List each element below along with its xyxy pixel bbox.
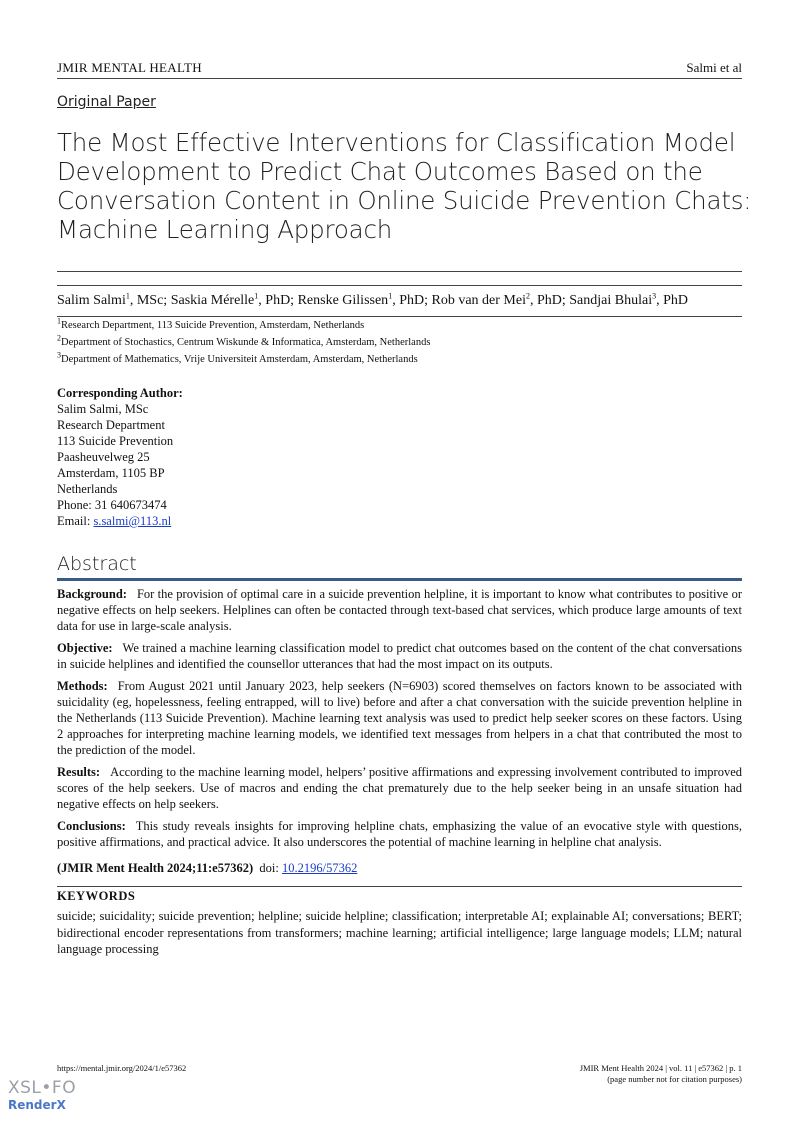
abstract-section-label: Results: — [57, 765, 101, 779]
article-title: The Most Effective Interventions for Classification Model Development to Predict Chat Outcomes Based on the Conversation Content in Online Suicide Prevention Chats: Machine Learning Approach — [57, 128, 752, 244]
abstract-section-label: Methods: — [57, 679, 108, 693]
abstract-heading: Abstract — [57, 553, 137, 575]
abstract-section-label: Background: — [57, 587, 127, 601]
abstract-section — [57, 640, 742, 672]
affiliation — [57, 350, 418, 365]
affiliation-text: Department of Mathematics, Vrije Universiteit Amsterdam, Amsterdam, Netherlands — [61, 354, 418, 365]
keywords-rule — [57, 886, 742, 887]
doi-label: doi: — [259, 861, 279, 875]
abstract-section — [57, 586, 742, 634]
author-affiliation-mark: 2 — [525, 291, 530, 301]
author-name: Saskia Mérelle — [170, 293, 255, 308]
footer-info-block — [580, 1063, 742, 1085]
abstract-section — [57, 818, 742, 850]
renderx-logo — [8, 1078, 77, 1122]
title-rule-top — [57, 271, 742, 272]
article-type: Original Paper — [57, 94, 156, 110]
authors-rule — [57, 316, 742, 317]
corresponding-line: Netherlands — [57, 482, 118, 496]
author-degree: , PhD; — [392, 293, 432, 308]
affiliation-number: 2 — [57, 333, 61, 343]
affiliation-text: Research Department, 113 Suicide Prevention, Amsterdam, Netherlands — [61, 320, 365, 331]
title-rule-bottom — [57, 285, 742, 286]
author-degree: , PhD; — [529, 293, 570, 308]
footer-info: JMIR Ment Health 2024 | vol. 11 | e57362 | p. 1 — [579, 1063, 742, 1073]
running-head: Salmi et al — [686, 60, 742, 75]
citation-reference: (JMIR Ment Health 2024;11:e57362) — [57, 861, 254, 875]
author-degree: , PhD — [656, 293, 688, 308]
email-line — [57, 513, 183, 529]
corresponding-author-heading: Corresponding Author: — [57, 386, 183, 400]
author-name: Salim Salmi — [57, 293, 126, 308]
affiliation-text: Department of Stochastics, Centrum Wiskunde & Informatica, Amsterdam, Netherlands — [61, 337, 431, 348]
header-rule — [57, 78, 742, 79]
logo-line-2: RenderX — [8, 1098, 66, 1112]
abstract-section-text: According to the machine learning model, helpers’ positive affirmations and expressing involvement contributed to improved scores of the help seekers. Use of macros and ending the chat prematurely due to the help seeker being in an unsafe situation had negative effects on help seekers. — [57, 765, 742, 811]
email-link[interactable]: s.salmi@113.nl — [93, 514, 172, 528]
abstract-body — [57, 586, 742, 856]
author-affiliation-mark: 3 — [652, 291, 657, 301]
corresponding-line: Research Department — [57, 418, 165, 432]
author-list — [57, 293, 688, 309]
abstract-section-text: We trained a machine learning classification model to predict chat outcomes based on the content of the chat conversations in suicide helplines and identified the counsellor utterances that had the most impact on its outputs. — [57, 641, 742, 671]
keywords-text: suicide; suicidality; suicide prevention; helpline; suicide helpline; classification; interpretable AI; explainable AI; conversations; BERT; bidirectional encoder representations from transformers; machine learning; artificial intelligence; large language models; LLM; natural language processing — [57, 909, 742, 956]
corresponding-line: 113 Suicide Prevention — [57, 434, 174, 448]
affiliation — [57, 333, 431, 348]
corresponding-line: Paasheuvelweg 25 — [57, 450, 150, 464]
abstract-section — [57, 678, 742, 758]
abstract-section-text: From August 2021 until January 2023, help seekers (N=6903) scored themselves on factors known to be associated with suicidality (eg, hopelessness, feeling entrapped, will to live) before and after a chat conversation with the suicide prevention helpline in the Netherlands (113 Suicide Prevention). Machine learning text analysis was used to predict help seeker scores on these factors. Using 2 approaches for interpreting machine learning models, we identified text messages from helpers in a chat that contributed the most to the prediction of the model. — [57, 679, 742, 757]
affiliation-number: 3 — [57, 350, 61, 360]
affiliation — [57, 316, 365, 331]
journal-name: JMIR MENTAL HEALTH — [57, 60, 202, 75]
author-name: Sandjai Bhulai — [569, 293, 653, 308]
footer-url: https://mental.jmir.org/2024/1/e57362 — [57, 1063, 187, 1073]
author-degree: , PhD; — [258, 293, 298, 308]
author-degree: , MSc; — [129, 293, 171, 308]
logo-line-1: XSL•FO — [8, 1078, 77, 1098]
author-affiliation-mark: 1 — [125, 291, 130, 301]
affiliation-number: 1 — [57, 316, 61, 326]
abstract-rule — [57, 578, 742, 581]
corresponding-author-block — [57, 385, 183, 529]
abstract-section-text: For the provision of optimal care in a suicide prevention helpline, it is important to know what contributes to positive or negative effects on help seekers. Helplines can often be contacted through text-based chat services, which produce large amounts of text data for use in large-scale analysis. — [57, 587, 742, 633]
corresponding-line: Salim Salmi, MSc — [57, 402, 149, 416]
abstract-section-label: Conclusions: — [57, 819, 126, 833]
author-name: Rob van der Mei — [431, 293, 526, 308]
abstract-section-label: Objective: — [57, 641, 113, 655]
doi-link[interactable]: 10.2196/57362 — [281, 861, 358, 875]
abstract-section-text: This study reveals insights for improving helpline chats, emphasizing the value of an evocative style with questions, positive affirmations, and practical advice. It also underscores the potential of machine learning in helpline chat analysis. — [57, 819, 742, 849]
corresponding-line: Amsterdam, 1105 BP — [57, 466, 165, 480]
author-affiliation-mark: 1 — [388, 291, 393, 301]
citation-line — [57, 861, 357, 876]
abstract-section — [57, 764, 742, 812]
footer-note: (page number not for citation purposes) — [607, 1074, 742, 1084]
corresponding-line: Phone: 31 640673474 — [57, 498, 167, 512]
author-affiliation-mark: 1 — [254, 291, 259, 301]
email-label: Email: — [57, 514, 94, 528]
author-name: Renske Gilissen — [297, 293, 389, 308]
keywords-heading: KEYWORDS — [57, 889, 136, 903]
